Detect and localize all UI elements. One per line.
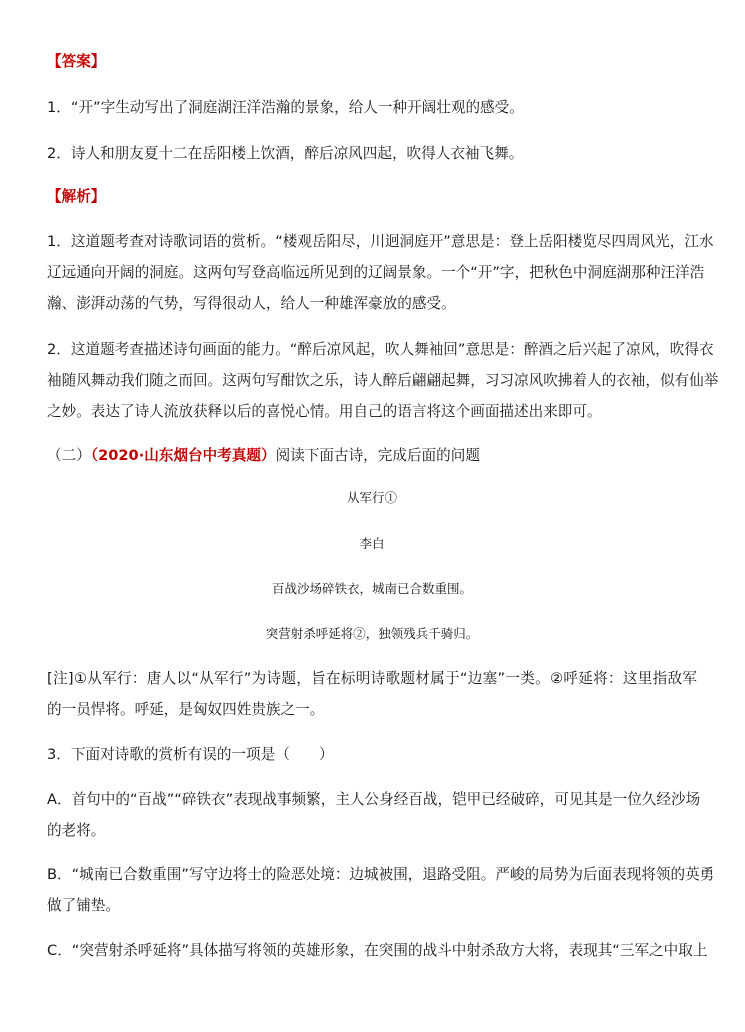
option-b-line1: B．“城南已合数重围”写守边将士的险恶处境：边城被围，退路受阻。严峻的局势为后面表现将领的英勇	[47, 866, 715, 883]
option-a-line1: A．首句中的“百战”“碎铁衣”表现战事频繁，主人公身经百战，铠甲已经破碎，可见其是一位久经沙场	[47, 791, 701, 808]
answer-heading: 【答案】	[47, 53, 106, 70]
analysis-p1-line2: 辽远通向开阔的洞庭。这两句写登高临远所见到的辽阔景象。一个“开”字，把秋色中洞庭湖那种汪洋浩	[47, 264, 705, 281]
section2-prefix: （二）	[47, 447, 91, 464]
option-b-line2: 做了铺垫。	[47, 897, 120, 914]
answer-item-1: 1．“开”字生动写出了洞庭湖汪洋浩瀚的景象，给人一种开阔壮观的感受。	[47, 99, 524, 116]
question-stem: 3．下面对诗歌的赏析有误的一项是（ ）	[47, 746, 334, 763]
poem-author: 李白	[359, 536, 385, 551]
option-c-line1: C．“突营射杀呼延将”具体描写将领的英雄形象，在突围的战斗中射杀敌方大将，表现其“三军之中取上	[47, 942, 708, 959]
analysis-p2-line2: 袖随风舞动我们随之而回。这两句写酣饮之乐，诗人醉后翩翩起舞，习习凉风吹拂着人的衣袖，似有仙举	[47, 372, 719, 389]
option-a-line2: 的老将。	[47, 822, 106, 839]
analysis-p2-line3: 之妙。表达了诗人流放获释以后的喜悦心情。用自己的语言将这个画面描述出来即可。	[47, 403, 602, 420]
section2-source: （2020·山东烟台中考真题）	[90, 447, 276, 464]
answer-item-2: 2．诗人和朋友夏十二在岳阳楼上饮酒，醉后凉风四起，吹得人衣袖飞舞。	[47, 145, 524, 162]
analysis-p2-line1: 2．这道题考查描述诗句画面的能力。“醉后凉风起，吹人舞袖回”意思是：醉酒之后兴起了凉风，吹得衣	[47, 341, 714, 358]
poem-line-2: 突营射杀呼延将②，独领残兵千骑归。	[265, 626, 479, 641]
analysis-heading: 【解析】	[47, 188, 106, 205]
poem-title: 从军行①	[346, 490, 397, 505]
section2-instruction: 阅读下面古诗，完成后面的问题	[275, 447, 480, 464]
analysis-p1-line3: 瀚、澎湃动荡的气势，写得很动人，给人一种雄浑豪放的感受。	[47, 295, 456, 312]
note-line-2: 的一员悍将。呼延，是匈奴四姓贵族之一。	[47, 701, 325, 718]
analysis-p1-line1: 1．这道题考查对诗歌词语的赏析。“楼观岳阳尽，川迥洞庭开”意思是：登上岳阳楼览尽四周风光，江水	[47, 233, 714, 250]
section2-intro	[47, 446, 480, 466]
poem-line-1: 百战沙场碎铁衣，城南已合数重围。	[271, 581, 472, 596]
note-line-1: [注]①从军行：唐人以“从军行”为诗题，旨在标明诗歌题材属于“边塞”一类。②呼延将：这里指敌军	[47, 670, 697, 687]
